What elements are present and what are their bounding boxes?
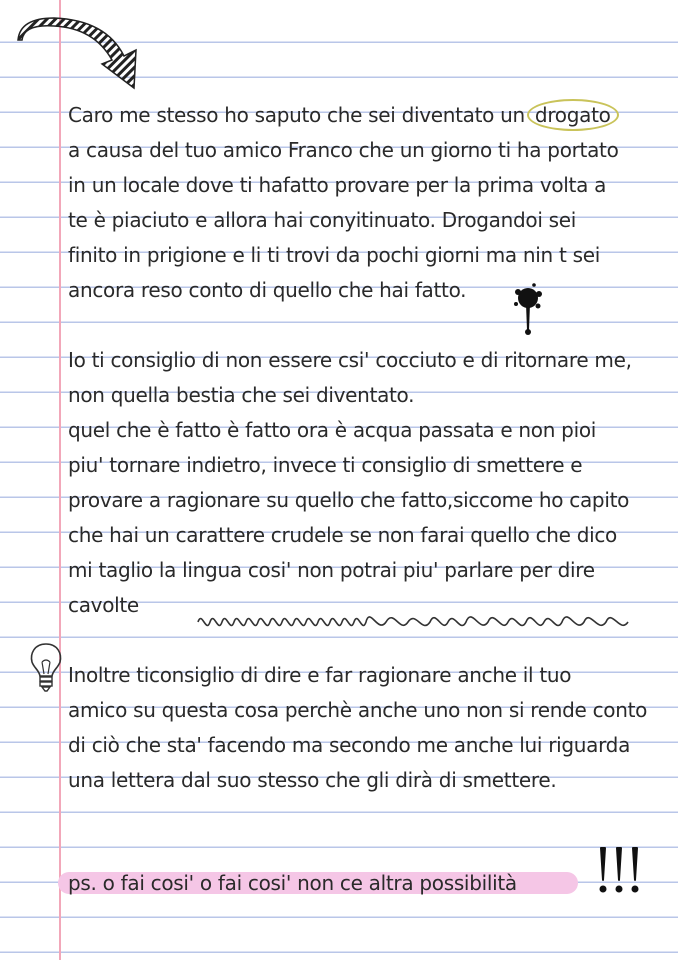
- striped-arrow-icon: [16, 14, 151, 96]
- letter-line: mi taglio la lingua cosi' non potrai piu' parlare per dire: [68, 558, 595, 582]
- letter-line: non quella bestia che sei diventato.: [68, 383, 415, 407]
- letter-line: ancora reso conto di quello che hai fatto.: [68, 278, 467, 302]
- triple-exclamation-icon: [592, 846, 646, 896]
- letter-line: a causa del tuo amico Franco che un giorno ti ha portato: [68, 138, 619, 162]
- letter-line: una lettera dal suo stesso che gli dirà di smettere.: [68, 768, 557, 792]
- lightbulb-icon: [28, 640, 64, 696]
- ink-splat-icon: [508, 282, 548, 338]
- postscript: ps. o fai cosi' o fai cosi' non ce altra possibilità: [68, 871, 517, 895]
- margin-line: [59, 0, 61, 960]
- letter-line: piu' tornare indietro, invece ti consiglio di smettere e: [68, 453, 583, 477]
- letter-line: Inoltre ticonsiglio di dire e far ragionare anche il tuo: [68, 663, 572, 687]
- letter-line: provare a ragionare su quello che fatto,siccome ho capito: [68, 488, 630, 512]
- scribble-icon: [196, 604, 632, 636]
- letter-line: cavolte: [68, 593, 139, 617]
- letter-line: finito in prigione e li ti trovi da pochi giorni ma nin t sei: [68, 243, 600, 267]
- letter-line: Io ti consiglio di non essere csi' cocciuto e di ritornare me,: [68, 348, 632, 372]
- letter-line: te è piaciuto e allora hai conyitinuato. Drogandoi sei: [68, 208, 577, 232]
- letter-line: quel che è fatto è fatto ora è acqua passata e non pioi: [68, 418, 597, 442]
- letter-line: Caro me stesso ho saputo che sei diventato un drogato: [68, 98, 619, 133]
- letter-line: che hai un carattere crudele se non farai quello che dico: [68, 523, 617, 547]
- circled-word: drogato: [527, 99, 619, 131]
- letter-line: amico su questa cosa perchè anche uno non si rende conto: [68, 698, 648, 722]
- letter-line: in un locale dove ti hafatto provare per la prima volta a: [68, 173, 607, 197]
- letter-line: di ciò che sta' facendo ma secondo me anche lui riguarda: [68, 733, 631, 757]
